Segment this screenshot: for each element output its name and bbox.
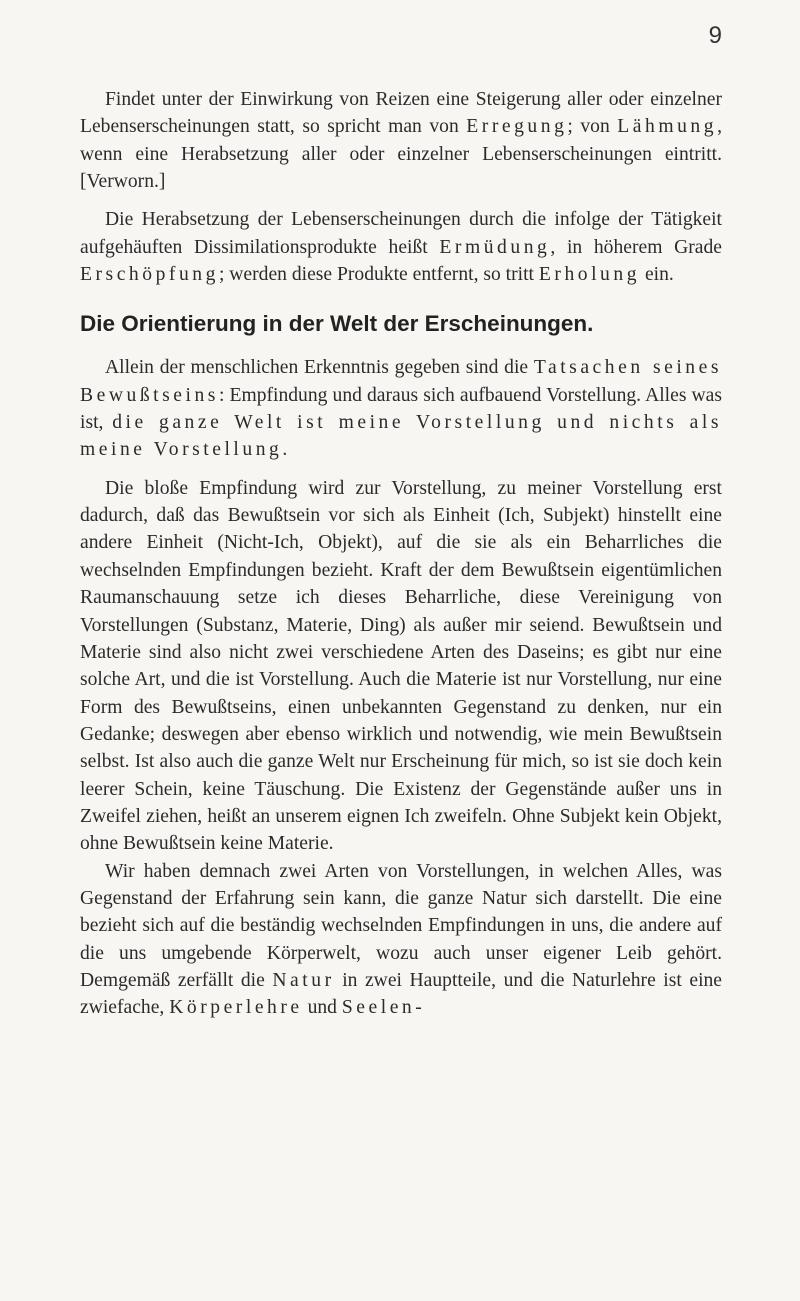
text-run: - bbox=[415, 997, 422, 1019]
spaced-term: die ganze Welt ist meine Vorstellung und nichts als meine Vorstellung bbox=[80, 412, 723, 461]
paragraph-natur bbox=[80, 858, 722, 1022]
paragraph-empfindung: Die bloße Empfindung wird zur Vorstellung, zu meiner Vorstellung erst dadurch, daß das Bewußtsein vor sich als Einheit (Ich, Subjekt) hinstellt eine andere Einheit (Nicht-Ich, Objekt), auf die sie als ein Beharrliches die wechselnden Empfindungen bezieht. Kraft der dem Bewußtsein eigentümlichen Raumanschauung setze ich dieses Beharrliche, diese Vereinigung von Vorstellungen (Substanz, Materie, Ding) als außer mir seiend. Bewußtsein und Materie sind also nicht zwei verschiedene Arten des Daseins; es gibt nur eine solche Art, und die ist Vorstellung. Auch die Materie ist nur Vorstellung, nur eine Form des Bewußtseins, einen unbekannten Gegenstand zu denken, nur ein Gedanke; deswegen aber ebenso wirklich und notwendig, wie mein Bewußtsein selbst. Ist also auch die ganze Welt nur Erscheinung für mich, so ist sie doch kein leerer Schein, keine Täuschung. Die Existenz der Gegenstände außer uns in Zweifel ziehen, heißt an unserem eignen Ich zweifeln. Ohne Subjekt kein Objekt, ohne Bewußtsein keine Materie. bbox=[80, 477, 722, 855]
text-run: Die Herabsetzung der Lebenserscheinungen durch die infolge der Tätigkeit aufgehäuften Dissimilationsprodukte heißt bbox=[80, 209, 722, 258]
spaced-term: Seelen bbox=[341, 997, 416, 1019]
text-run: , in höherem Grade bbox=[550, 236, 722, 258]
text-run: : Empfindung und daraus sich aufbauend Vorstellung. Alles was ist, bbox=[80, 384, 722, 434]
paragraph-ermuedung bbox=[80, 206, 722, 288]
section-heading: Die Orientierung in der Welt der Erscheinungen. bbox=[80, 311, 594, 337]
spaced-term: Tatsachen seines Bewußtseins bbox=[80, 357, 723, 406]
text-run: ein. bbox=[640, 264, 674, 286]
spaced-term: Erregung bbox=[466, 116, 568, 138]
spaced-term: Körperlehre bbox=[169, 997, 303, 1019]
text-run: , wenn eine Herabsetzung aller oder einzelner Lebenserscheinungen eintritt. [Verworn.] bbox=[80, 116, 722, 193]
text-run: Wir haben demnach zwei Arten von Vorstellungen, in welchen Alles, was Gegenstand der Erfahrung sein kann, die ganze Natur sich darstellt. Die eine bezieht sich auf die beständig wechselnden Empfindungen in uns, die andere auf die uns umgebende Körperwelt, wozu auch unser eigener Leib gehört. Demgemäß zerfällt die bbox=[80, 860, 722, 991]
spaced-term: Natur bbox=[272, 969, 335, 991]
text-run: Allein der menschlichen Erkenntnis gegeben sind die bbox=[105, 357, 534, 379]
text-run: Findet unter der Einwirkung von Reizen eine Steigerung aller oder einzelner Lebenserscheinungen statt, so spricht man von bbox=[80, 89, 722, 138]
spaced-term: Erschöpfung bbox=[80, 264, 219, 286]
spaced-term: Erholung bbox=[538, 264, 641, 286]
text-run: und bbox=[302, 997, 342, 1019]
text-run: in zwei Hauptteile, und die Naturlehre ist eine zwiefache, bbox=[80, 969, 723, 1019]
spaced-term: Lähmung bbox=[617, 116, 718, 138]
paragraph-erregung bbox=[80, 86, 722, 195]
text-run: ; von bbox=[567, 116, 618, 138]
text-run: ; werden diese Produkte entfernt, so tritt bbox=[218, 264, 539, 286]
paragraph-tatsachen bbox=[80, 354, 722, 463]
page-number: 9 bbox=[708, 22, 722, 49]
text-run: . bbox=[282, 439, 288, 461]
page-body bbox=[80, 86, 722, 1022]
spaced-term: Ermüdung bbox=[439, 236, 551, 258]
